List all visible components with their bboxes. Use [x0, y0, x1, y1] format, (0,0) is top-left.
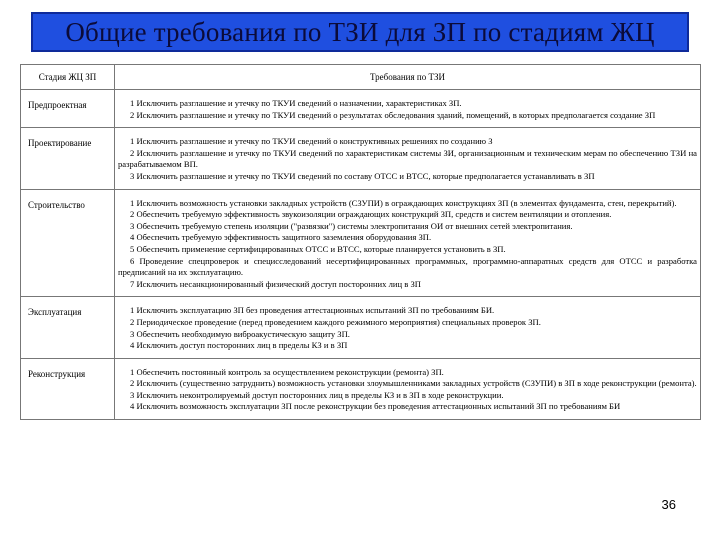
requirements-cell [115, 297, 701, 358]
requirements-cell [115, 128, 701, 189]
requirement-item: 6 Проведение спецпроверок и специсследований несертифицированных программных, программно-аппаратных средств для ОТСС и разработка предписаний на их эксплуатацию. [118, 255, 697, 278]
stage-cell: Реконструкция [21, 358, 115, 419]
requirement-item: 1 Обеспечить постоянный контроль за осуществлением реконструкции (ремонта) ЗП. [130, 366, 444, 377]
requirement-item: 3 Обеспечить необходимую виброакустическую защиту ЗП. [130, 328, 350, 339]
requirement-item: 3 Исключить разглашение и утечку по ТКУИ сведений по составу ОТСС и ВТСС, которые предполагается устанавливать в ЗП [130, 170, 595, 181]
stage-cell: Эксплуатация [21, 297, 115, 358]
table-row [21, 128, 701, 189]
requirement-item: 1 Исключить эксплуатацию ЗП без проведения аттестационных испытаний ЗП по требованиям БИ. [130, 305, 495, 316]
requirements-cell [115, 358, 701, 419]
table-row [21, 358, 701, 419]
requirement-item: 2 Периодическое проведение (перед проведением каждого режимного мероприятия) специальных проверок ЗП. [130, 316, 541, 327]
requirement-item: 4 Обеспечить требуемую эффективность защитного заземления оборудования ЗП. [130, 232, 432, 243]
requirement-item: 2 Исключить (существенно затруднить) возможность установки злоумышленниками закладных устройств (СЗУПИ) в ЗП в ходе реконструкции (ремонта). [130, 378, 697, 389]
requirement-item: 1 Исключить разглашение и утечку по ТКУИ сведений о конструктивных решениях по созданию З [130, 136, 493, 147]
stage-cell: Предпроектная [21, 90, 115, 128]
header-requirements: Требования по ТЗИ [115, 65, 701, 90]
requirements-cell [115, 189, 701, 297]
requirement-item: 3 Исключить неконтролируемый доступ посторонних лиц в пределы КЗ и в ЗП в ходе реконструкции. [130, 389, 504, 400]
requirement-item: 5 Обеспечить применение сертифицированных ОТСС и ВТСС, которые планируется установить в ЗП. [130, 243, 506, 254]
requirement-item: 4 Исключить доступ посторонних лиц в пределы КЗ и в ЗП [130, 340, 348, 351]
requirement-item: 2 Исключить разглашение и утечку по ТКУИ сведений о результатах обследования зданий, помещений, в которых предполагается создание ЗП [130, 109, 656, 120]
requirement-item: 2 Обеспечить требуемую эффективность звукоизоляции ограждающих конструкций ЗП, средств и систем вентиляции и отопления. [130, 209, 612, 220]
title-banner [31, 12, 689, 52]
requirement-item: 4 Исключить возможность эксплуатации ЗП после реконструкции без проведения аттестационных испытаний ЗП по требованиям БИ [130, 401, 621, 412]
stage-cell: Проектирование [21, 128, 115, 189]
requirement-item: 1 Исключить возможность установки закладных устройств (СЗУПИ) в ограждающих конструкциях ЗП (в элементах фундамента, стен, перекрытий). [130, 197, 677, 208]
requirement-item: 1 Исключить разглашение и утечку по ТКУИ сведений о назначении, характеристиках ЗП. [130, 98, 462, 108]
requirement-item: 3 Обеспечить требуемую степень изоляции ("развязки") системы электропитания ОИ от внешних сетей электропитания. [130, 220, 573, 231]
slide-title: Общие требования по ТЗИ для ЗП по стадиям ЖЦ [65, 16, 655, 47]
table-row [21, 297, 701, 358]
table-row [21, 189, 701, 297]
requirement-item: 7 Исключить несанкционированный физический доступ посторонних лиц в ЗП [130, 278, 421, 289]
requirements-table [20, 64, 701, 420]
header-stage: Стадия ЖЦ ЗП [21, 65, 115, 90]
table-header-row [21, 65, 701, 90]
requirement-item: 2 Исключить разглашение и утечку по ТКУИ сведений по характеристикам системы ЗИ, организационным и техническим мерам по обеспечению ТЗИ на разрабатываемом ВП. [118, 147, 697, 170]
stage-cell: Строительство [21, 189, 115, 297]
table-row [21, 90, 701, 128]
requirements-cell [115, 90, 701, 128]
page-number: 36 [661, 497, 676, 512]
